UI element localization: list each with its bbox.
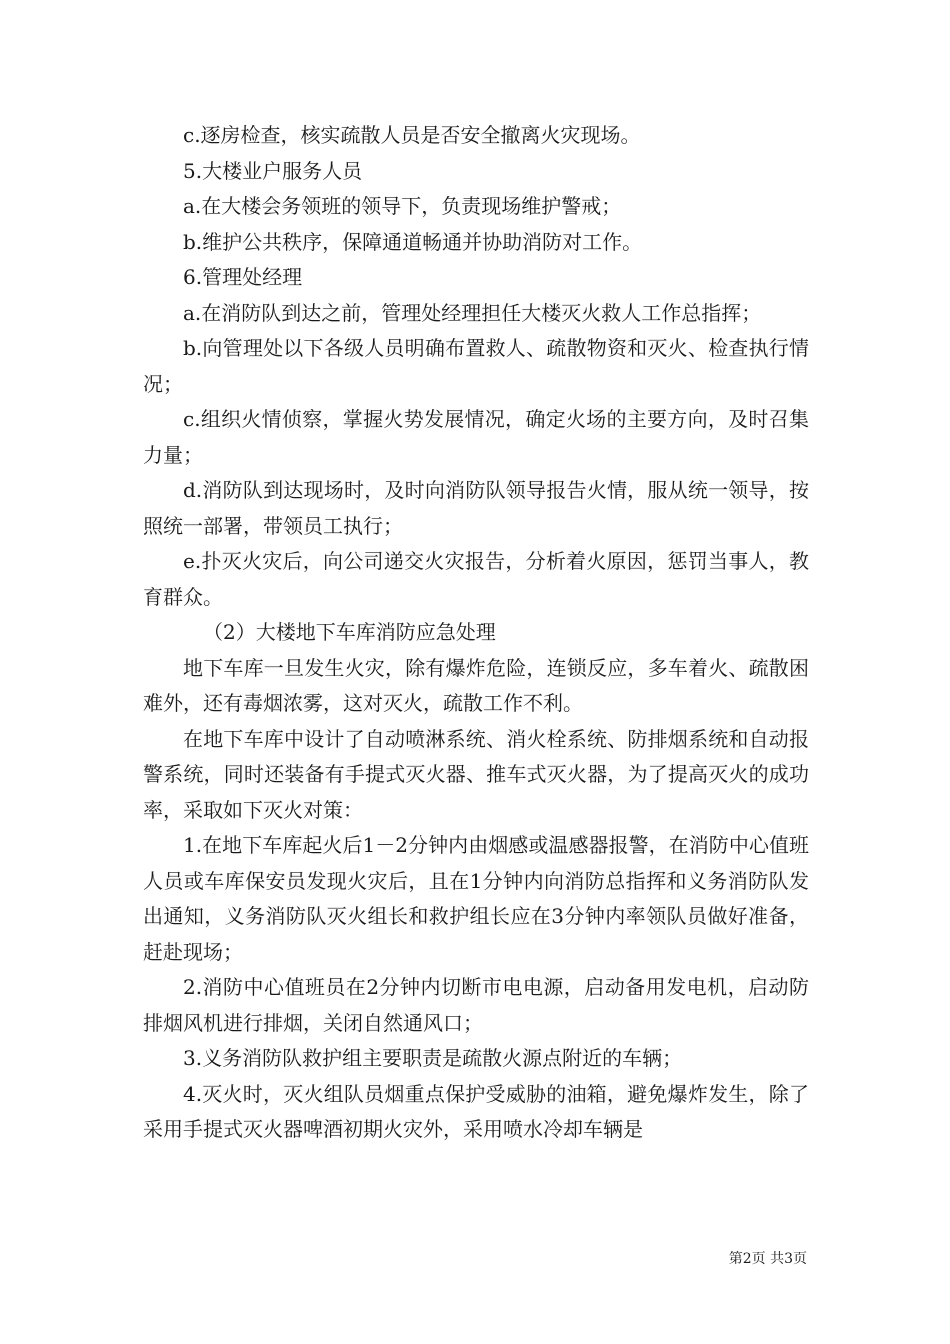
paragraph-step-4: 4.灭火时，灭火组队员烟重点保护受威胁的油箱，避免爆炸发生，除了采用手提式灭火器啤酒初期火灾外，采用喷水冷却车辆是 xyxy=(143,1081,809,1141)
page-number-footer: 第2页 共3页 xyxy=(728,1251,807,1267)
paragraph-step-2: 2.消防中心值班员在2分钟内切断市电电源，启动备用发电机，启动防排烟风机进行排烟，关闭自然通风口； xyxy=(143,975,809,1035)
paragraph-step-3: 3.义务消防队救护组主要职责是疏散火源点附近的车辆； xyxy=(183,1046,683,1070)
paragraph-a-commander: a.在消防队到达之前，管理处经理担任大楼灭火救人工作总指挥； xyxy=(183,300,762,325)
paragraph-garage-systems: 在地下车库中设计了自动喷淋系统、消火栓系统、防排烟系统和自动报警系统，同时还装备有手提式灭火器、推车式灭火器，为了提高灭火的成功率，采取如下灭火对策： xyxy=(143,726,809,822)
heading-manager: 6.管理处经理 xyxy=(183,265,303,289)
paragraph-d-report: d.消防队到达现场时，及时向消防队领导报告火情，服从统一领导，按照统一部署，带领员工执行； xyxy=(143,478,809,538)
paragraph-a-guard: a.在大楼会务领班的领导下，负责现场维护警戒； xyxy=(183,194,622,218)
paragraph-b-assign: b.向管理处以下各级人员明确布置救人、疏散物资和灭火、检查执行情况； xyxy=(143,336,809,396)
paragraph-b-order: b.维护公共秩序，保障通道畅通并协助消防对工作。 xyxy=(183,229,643,254)
paragraph-c-reconnaissance: c.组织火情侦察，掌握火势发展情况，确定火场的主要方向，及时召集力量； xyxy=(143,407,809,467)
document-body xyxy=(143,118,809,1148)
paragraph-garage-risk: 地下车库一旦发生火灾，除有爆炸危险，连锁反应，多车着火、疏散困难外，还有毒烟浓雾，这对灭火，疏散工作不利。 xyxy=(143,655,809,715)
heading-tenant-service-staff: 5.大楼业户服务人员 xyxy=(183,158,363,183)
paragraph-e-after-fire: e.扑灭火灾后，向公司递交火灾报告，分析着火原因，惩罚当事人，教育群众。 xyxy=(143,549,809,609)
paragraph-step-1: 1.在地下车库起火后1－2分钟内由烟感或温感器报警，在消防中心值班人员或车库保安员发现火灾后，且在1分钟内向消防总指挥和义务消防队发出通知，义务消防队灭火组长和救护组长应在3分钟内率领队员做好准备，赶赴现场； xyxy=(143,833,809,964)
section-heading-garage: （2）大楼地下车库消防应急处理 xyxy=(203,620,496,644)
paragraph-c-room-check: c.逐房检查，核实疏散人员是否安全撤离火灾现场。 xyxy=(183,123,641,147)
